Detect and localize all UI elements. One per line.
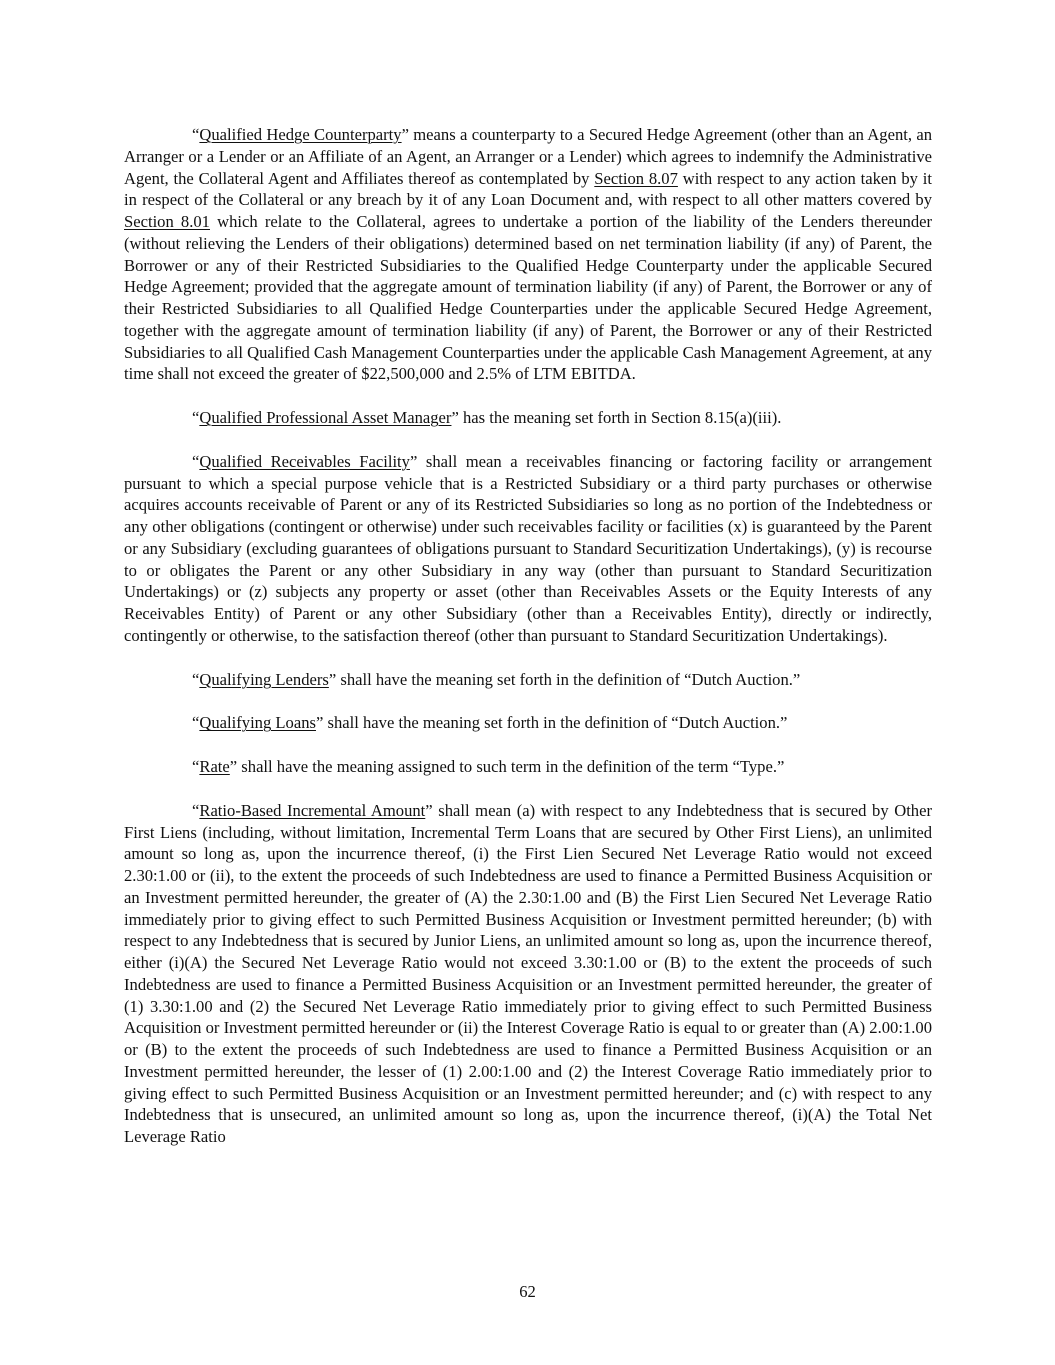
definition-qualifying-loans [124,712,932,734]
open-quote: “ [192,757,200,776]
defined-term: Ratio-Based Incremental Amount [199,800,426,820]
definition-text: ” shall mean (a) with respect to any Indebtedness that is secured by Other First Liens (including, without limitation, Incremental Term Loans that are secured by Other First Liens), an unlimited amount so long as, upon the incurrence thereof, (i) the First Lien Secured Net Leverage Ratio would not exceed 2.30:1.00 or (ii), to the extent the proceeds of such Indebtedness are used to finance a Permitted Business Acquisition or an Investment permitted hereunder, the greater of (A) the 2.30:1.00 and (B) the First Lien Secured Net Leverage Ratio immediately prior to giving effect to such Permitted Business Acquisition or Investment permitted hereunder; (b) with respect to any Indebtedness that is secured by Junior Liens, an unlimited amount so long as, upon the incurrence thereof, either (i)(A) the Secured Net Leverage Ratio would not exceed 3.30:1.00 or (B) to the extent the proceeds of such Indebtedness are used to finance a Permitted Business Acquisition or an Investment permitted hereunder, the greater of (1) 3.30:1.00 and (2) the Secured Net Leverage Ratio immediately prior to giving effect to such Permitted Business Acquisition or Investment permitted hereunder or (ii) the Interest Coverage Ratio is equal to or greater than (A) 2.00:1.00 or (B) to the extent the proceeds of such Indebtedness are used to finance a Permitted Business Acquisition or an Investment permitted hereunder, the lesser of (1) 2.00:1.00 and (2) the Interest Coverage Ratio immediately prior to giving effect to such Permitted Business Acquisition or an Investment permitted hereunder; and (c) with respect to any Indebtedness that is unsecured, an unlimited amount so long as, upon the incurrence thereof, (i)(A) the Total Net Leverage Ratio [124,800,932,1146]
definition-text: ” shall have the meaning set forth in the definition of “Dutch Auction.” [315,713,788,733]
open-quote: “ [192,800,200,820]
definition-text: which relate to the Collateral, agrees to undertake a portion of the liability of the Lenders thereunder (without relieving the Lenders of their obligations) determined based on net termination liability (if any) of Parent, the Borrower or any of their Restricted Subsidiaries to the Qualified Hedge Counterparty under the applicable Secured Hedge Agreement; provided that the aggregate amount of termination liability (if any) of Parent, the Borrower or any of their Restricted Subsidiaries to all Qualified Hedge Counterparties under the applicable Secured Hedge Agreement, together with the aggregate amount of termination liability (if any) of Parent, the Borrower or any of their Restricted Subsidiaries to all Qualified Cash Management Counterparties under the applicable Cash Management Agreement, at any time shall not exceed the greater of $22,500,000 and 2.5% of LTM EBITDA. [124,212,933,384]
section-reference: Section 8.01 [124,212,210,231]
definition-text: ” shall have the meaning assigned to such term in the definition of the term “Type.” [229,757,785,776]
definition-qualified-hedge-counterparty [124,124,932,385]
page-number: 62 [519,1282,536,1301]
defined-term: Qualified Receivables Facility [199,451,410,471]
definition-qualifying-lenders [124,669,932,691]
open-quote: “ [192,408,200,427]
definition-qualified-professional-asset-manager [124,407,932,429]
open-quote: “ [192,125,200,144]
defined-term: Qualified Hedge Counterparty [199,125,402,144]
definition-ratio-based-incremental-amount [124,800,932,1148]
open-quote: “ [192,669,200,689]
defined-term: Qualifying Lenders [199,669,329,689]
defined-term: Qualifying Loans [199,713,316,733]
defined-term: Qualified Professional Asset Manager [199,408,452,427]
definition-text: ” shall mean a receivables financing or factoring facility or arrangement pursuant to which a special purpose vehicle that is a Restricted Subsidiary or a third party purchases or otherwise acquires accounts receivable of Parent or any of its Restricted Subsidiaries so long as no portion of the Indebtedness or any other obligations (contingent or otherwise) under such receivables facility or facilities (x) is guaranteed by the Parent or any Subsidiary (excluding guarantees of obligations pursuant to Standard Securitization Undertakings), (y) is recourse to or obligates the Parent or any other Subsidiary in any way (other than pursuant to Standard Securitization Undertakings) or (z) subjects any property or asset (other than Receivables Assets or the Equity Interests of any Receivables Entity) of Parent or any other Subsidiary (other than a Receivables Entity), directly or indirectly, contingently or otherwise, to the satisfaction thereof (other than pursuant to Standard Securitization Undertakings). [124,451,932,645]
section-reference: Section 8.07 [594,168,678,188]
definition-text: ” has the meaning set forth in Section 8.15(a)(iii). [451,408,782,427]
definition-rate [124,756,932,778]
defined-term: Rate [199,757,230,776]
definition-qualified-receivables-facility [124,451,932,647]
definition-text: with respect to any action taken by it in respect of the Collateral or any breach by it of any Loan Document and, with respect to all other matters covered by [124,168,932,210]
open-quote: “ [192,713,200,733]
definition-text: ” means a counterparty to a Secured Hedge Agreement (other than an Agent, an Arranger or a Lender or an Affiliate of an Agent, an Arranger or a Lender) which agrees to indemnify the Administrative Agent, the Collateral Agent and Affiliates thereof as contemplated by [124,125,933,188]
document-page [124,124,932,1170]
definition-text: ” shall have the meaning set forth in the definition of “Dutch Auction.” [328,669,801,689]
open-quote: “ [192,451,200,471]
